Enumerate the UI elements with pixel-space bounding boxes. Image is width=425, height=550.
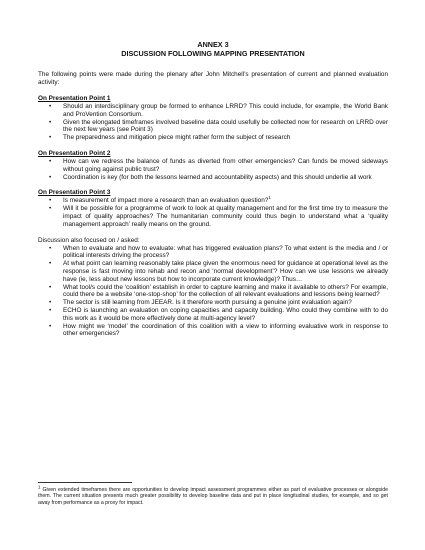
- bullet-list: [38, 158, 388, 181]
- list-item-text: How might we ‘model’ the coordination of this coalition with a view to informing evaluative work in response to other emergencies?: [63, 322, 388, 338]
- list-item: [38, 245, 388, 261]
- bullet-marker: •: [49, 299, 52, 307]
- list-item-text: Given the elongated timeframes involved baseline data could usefully be collected now for research on LRRD over the next few years (see Point 3): [63, 118, 388, 134]
- bullet-list: [38, 245, 388, 339]
- page-title: DISCUSSION FOLLOWING MAPPING PRESENTATION: [121, 49, 305, 58]
- list-item-text: Is measurement of impact more a research than an evaluation question?: [63, 197, 269, 205]
- section-title: On Presentation Point 2: [38, 149, 111, 157]
- list-item-text: The preparedness and mitigation piece might rather form the subject of research: [63, 134, 291, 142]
- list-item: [38, 158, 388, 174]
- bullet-marker: •: [49, 103, 52, 110]
- section-point-3: [38, 189, 388, 228]
- section-point-2: [38, 150, 388, 181]
- bullet-list: [38, 197, 388, 228]
- list-item-text: How can we redress the balance of funds as diverted from other emergencies? Can funds be moved sideways without going against public trust?: [63, 157, 388, 173]
- list-item-text: The sector is still learning from JEEAR. Is it therefore worth pursuing a genuine joint evaluation again?: [63, 299, 352, 307]
- bullet-marker: •: [49, 205, 52, 213]
- list-item: [38, 260, 388, 283]
- list-item: [38, 119, 388, 135]
- bullet-marker: •: [49, 134, 52, 142]
- list-item: [38, 299, 388, 307]
- bullet-marker: •: [49, 157, 52, 165]
- bullet-marker: •: [49, 322, 52, 330]
- list-item-text: What tool/s could the ‘coalition’ establish in order to capture learning and make it available to others? For example, could there be a website ‘one-stop-shop’ for the collection of all relevant evaluations and lessons being learned?: [63, 283, 388, 299]
- list-item: [38, 134, 388, 142]
- section-title: On Presentation Point 1: [38, 95, 111, 102]
- bullet-marker: •: [49, 244, 52, 252]
- section-discussion: [38, 237, 388, 339]
- list-item: [38, 323, 388, 339]
- footnote-text: Given extended timeframes there are opportunities to develop impact assessment programmes either as part of evaluative processes or alongside them. The current situation presents much greater possibility to develop baseline data and put in place longitudinal studies, for example, and so get away from performance as a proxy for impact.: [38, 487, 388, 506]
- footnote: [38, 484, 388, 506]
- page-content: [38, 40, 388, 338]
- list-item-text: Coordination is key (for both the lessons learned and accountability aspects) and this should underlie all work: [63, 173, 372, 181]
- annex-heading: ANNEX 3: [197, 40, 229, 49]
- list-item: [38, 205, 388, 228]
- bullet-marker: •: [49, 260, 52, 268]
- footnote-divider: [38, 482, 132, 483]
- bullet-marker: •: [49, 173, 52, 181]
- footnote-number: 1: [38, 484, 41, 490]
- list-item-text: Will it be possible for a programme of work to look at quality management and for the first time try to measure the impact of quality approaches? The humanitarian community could thus begin to understand what a ‘quality management approach’ really means on the ground.: [63, 205, 388, 228]
- list-item-text: Should an interdisciplinary group be formed to enhance LRRD? This could include, for example, the World Bank and ProVention Consortium.: [63, 103, 388, 118]
- bullet-marker: •: [49, 283, 52, 291]
- bullet-list: [38, 103, 388, 142]
- section-point-1: [38, 95, 388, 142]
- bullet-marker: •: [49, 197, 52, 205]
- bullet-marker: •: [49, 306, 52, 314]
- list-item-text: At what point can learning reasonably take place given the enormous need for guidance at operational level as the response is fast moving into rehab and recon and ‘normal development’? How can we use lessons we already have (ie, less about new lessons but how to incorporate current knowledge)? Thus…: [63, 260, 388, 283]
- list-item: [38, 174, 388, 182]
- section-title: On Presentation Point 3: [38, 189, 111, 197]
- bullet-marker: •: [49, 118, 52, 126]
- list-item: [38, 307, 388, 323]
- footnote-reference[interactable]: 1: [268, 195, 271, 201]
- list-item-text: When to evaluate and how to evaluate: what has triggered evaluation plans? To what extent is the media and / or political interests driving the process?: [63, 244, 388, 260]
- list-item-text: ECHO is launching an evaluation on coping capacities and capacity building. Who could they combine with to do this work as it would be more effectively done at multi-agency level?: [63, 306, 388, 322]
- list-item: [38, 103, 388, 119]
- section-title: Discussion also focused on / asked:: [38, 236, 140, 244]
- list-item: [38, 197, 388, 205]
- list-item: [38, 284, 388, 300]
- intro-paragraph: The following points were made during the plenary after John Mitchell’s presentation of current and planned evaluation activity:: [38, 71, 388, 86]
